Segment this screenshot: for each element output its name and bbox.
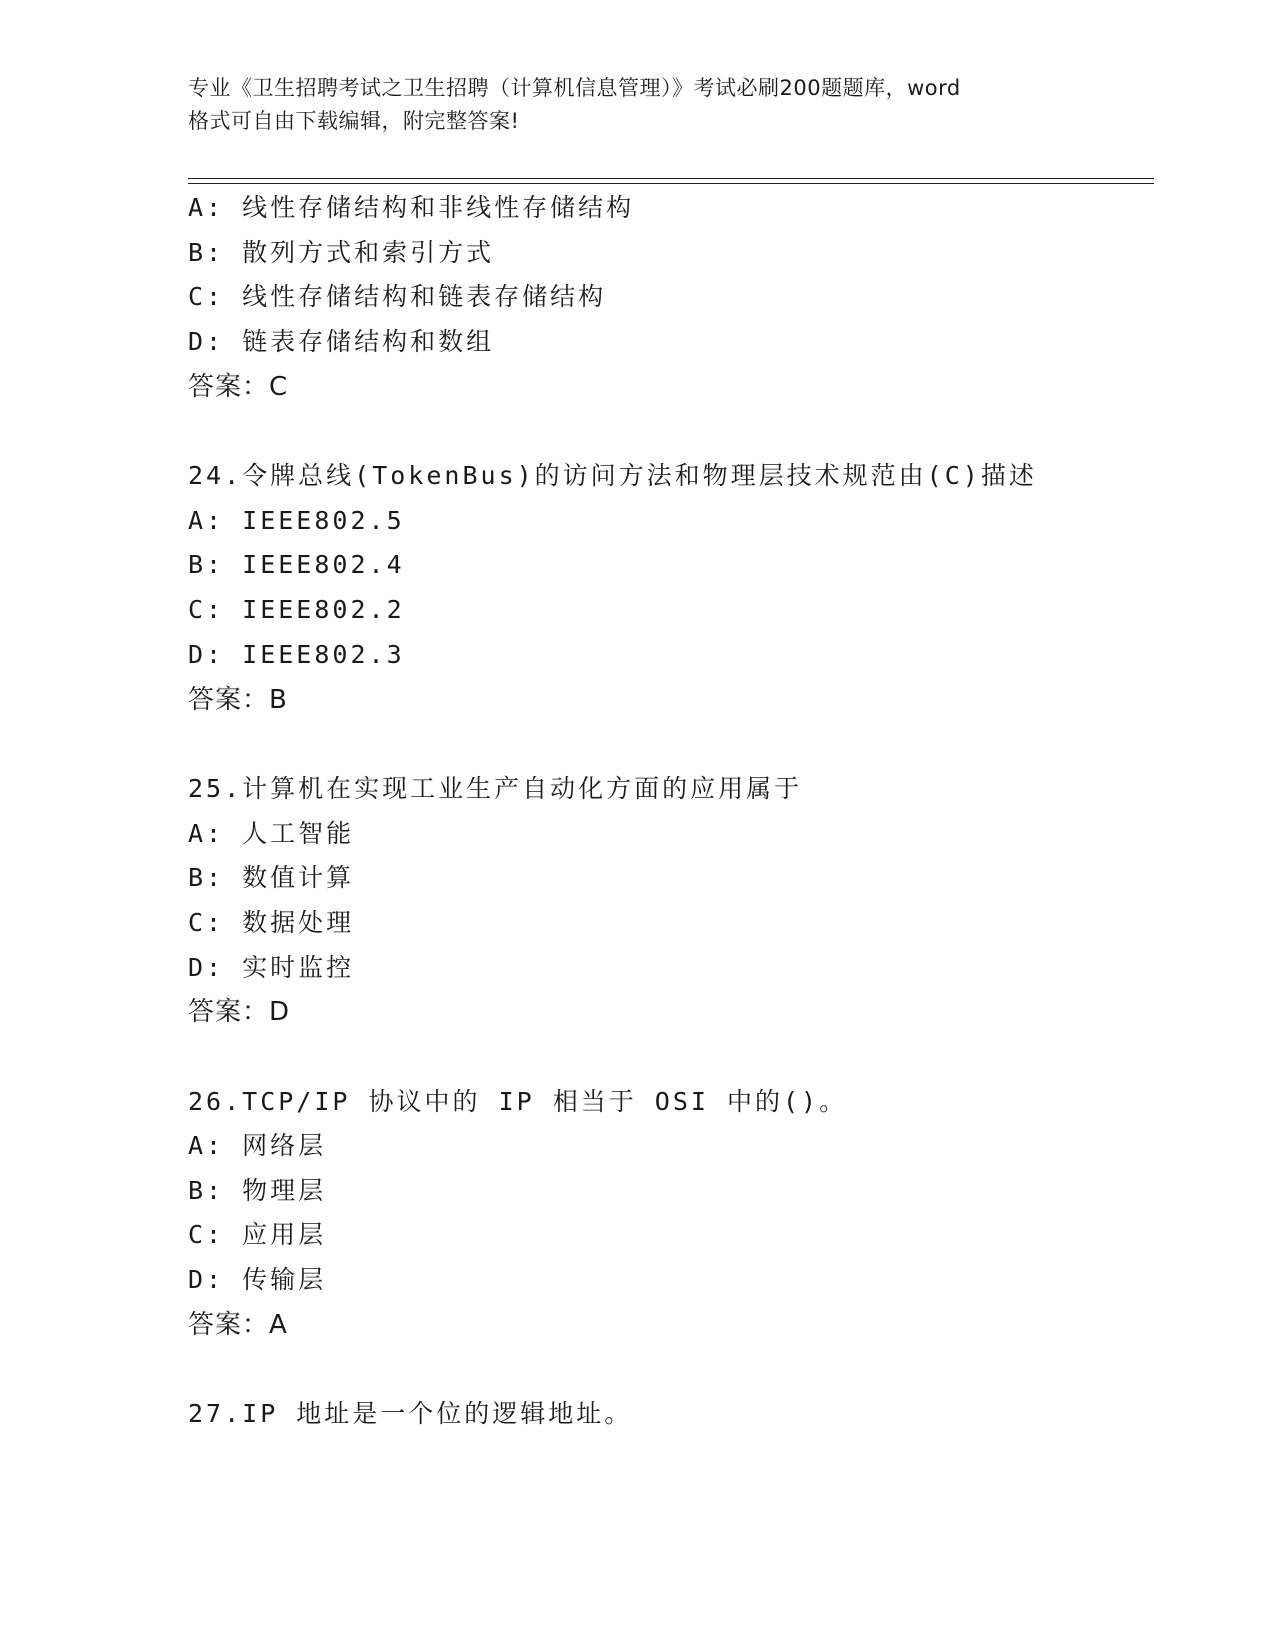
q25-option-c: C: 数据处理 [188, 908, 355, 937]
header-divider-top [188, 178, 1154, 179]
q24-option-c: C: IEEE802.2 [188, 595, 405, 624]
header-divider-bottom [188, 183, 1154, 184]
q24-question: 24.令牌总线(TokenBus)的访问方法和物理层技术规范由(C)描述 [188, 461, 1037, 490]
q24-option-b: B: IEEE802.4 [188, 550, 405, 579]
header-line-1: 专业《卫生招聘考试之卫生招聘（计算机信息管理）》考试必刷200题题库，word [188, 76, 961, 100]
q26-answer: 答案：A [188, 1310, 288, 1340]
q23-option-d: D: 链表存储结构和数组 [188, 327, 495, 356]
q26-option-a: A: 网络层 [188, 1131, 327, 1160]
q23-option-a: A: 线性存储结构和非线性存储结构 [188, 193, 635, 222]
q25-option-b: B: 数值计算 [188, 863, 355, 892]
q26-option-c: C: 应用层 [188, 1220, 327, 1249]
q23-option-c: C: 线性存储结构和链表存储结构 [188, 282, 607, 311]
document-header [188, 72, 1088, 138]
q24-answer: 答案：B [188, 685, 288, 715]
q23-option-b: B: 散列方式和索引方式 [188, 238, 495, 267]
q26-option-b: B: 物理层 [188, 1176, 327, 1205]
q25-question: 25.计算机在实现工业生产自动化方面的应用属于 [188, 774, 803, 803]
header-line-2: 格式可自由下载编辑，附完整答案! [188, 109, 520, 133]
q23-answer: 答案：C [188, 372, 289, 402]
q25-answer: 答案：D [188, 997, 291, 1027]
q24-option-a: A: IEEE802.5 [188, 506, 405, 535]
q26-question: 26.TCP/IP 协议中的 IP 相当于 OSI 中的()。 [188, 1087, 848, 1116]
q24-option-d: D: IEEE802.3 [188, 640, 405, 669]
q25-option-d: D: 实时监控 [188, 953, 355, 982]
q25-option-a: A: 人工智能 [188, 819, 355, 848]
q27-question: 27.IP 地址是一个位的逻辑地址。 [188, 1399, 633, 1428]
q26-option-d: D: 传输层 [188, 1265, 327, 1294]
